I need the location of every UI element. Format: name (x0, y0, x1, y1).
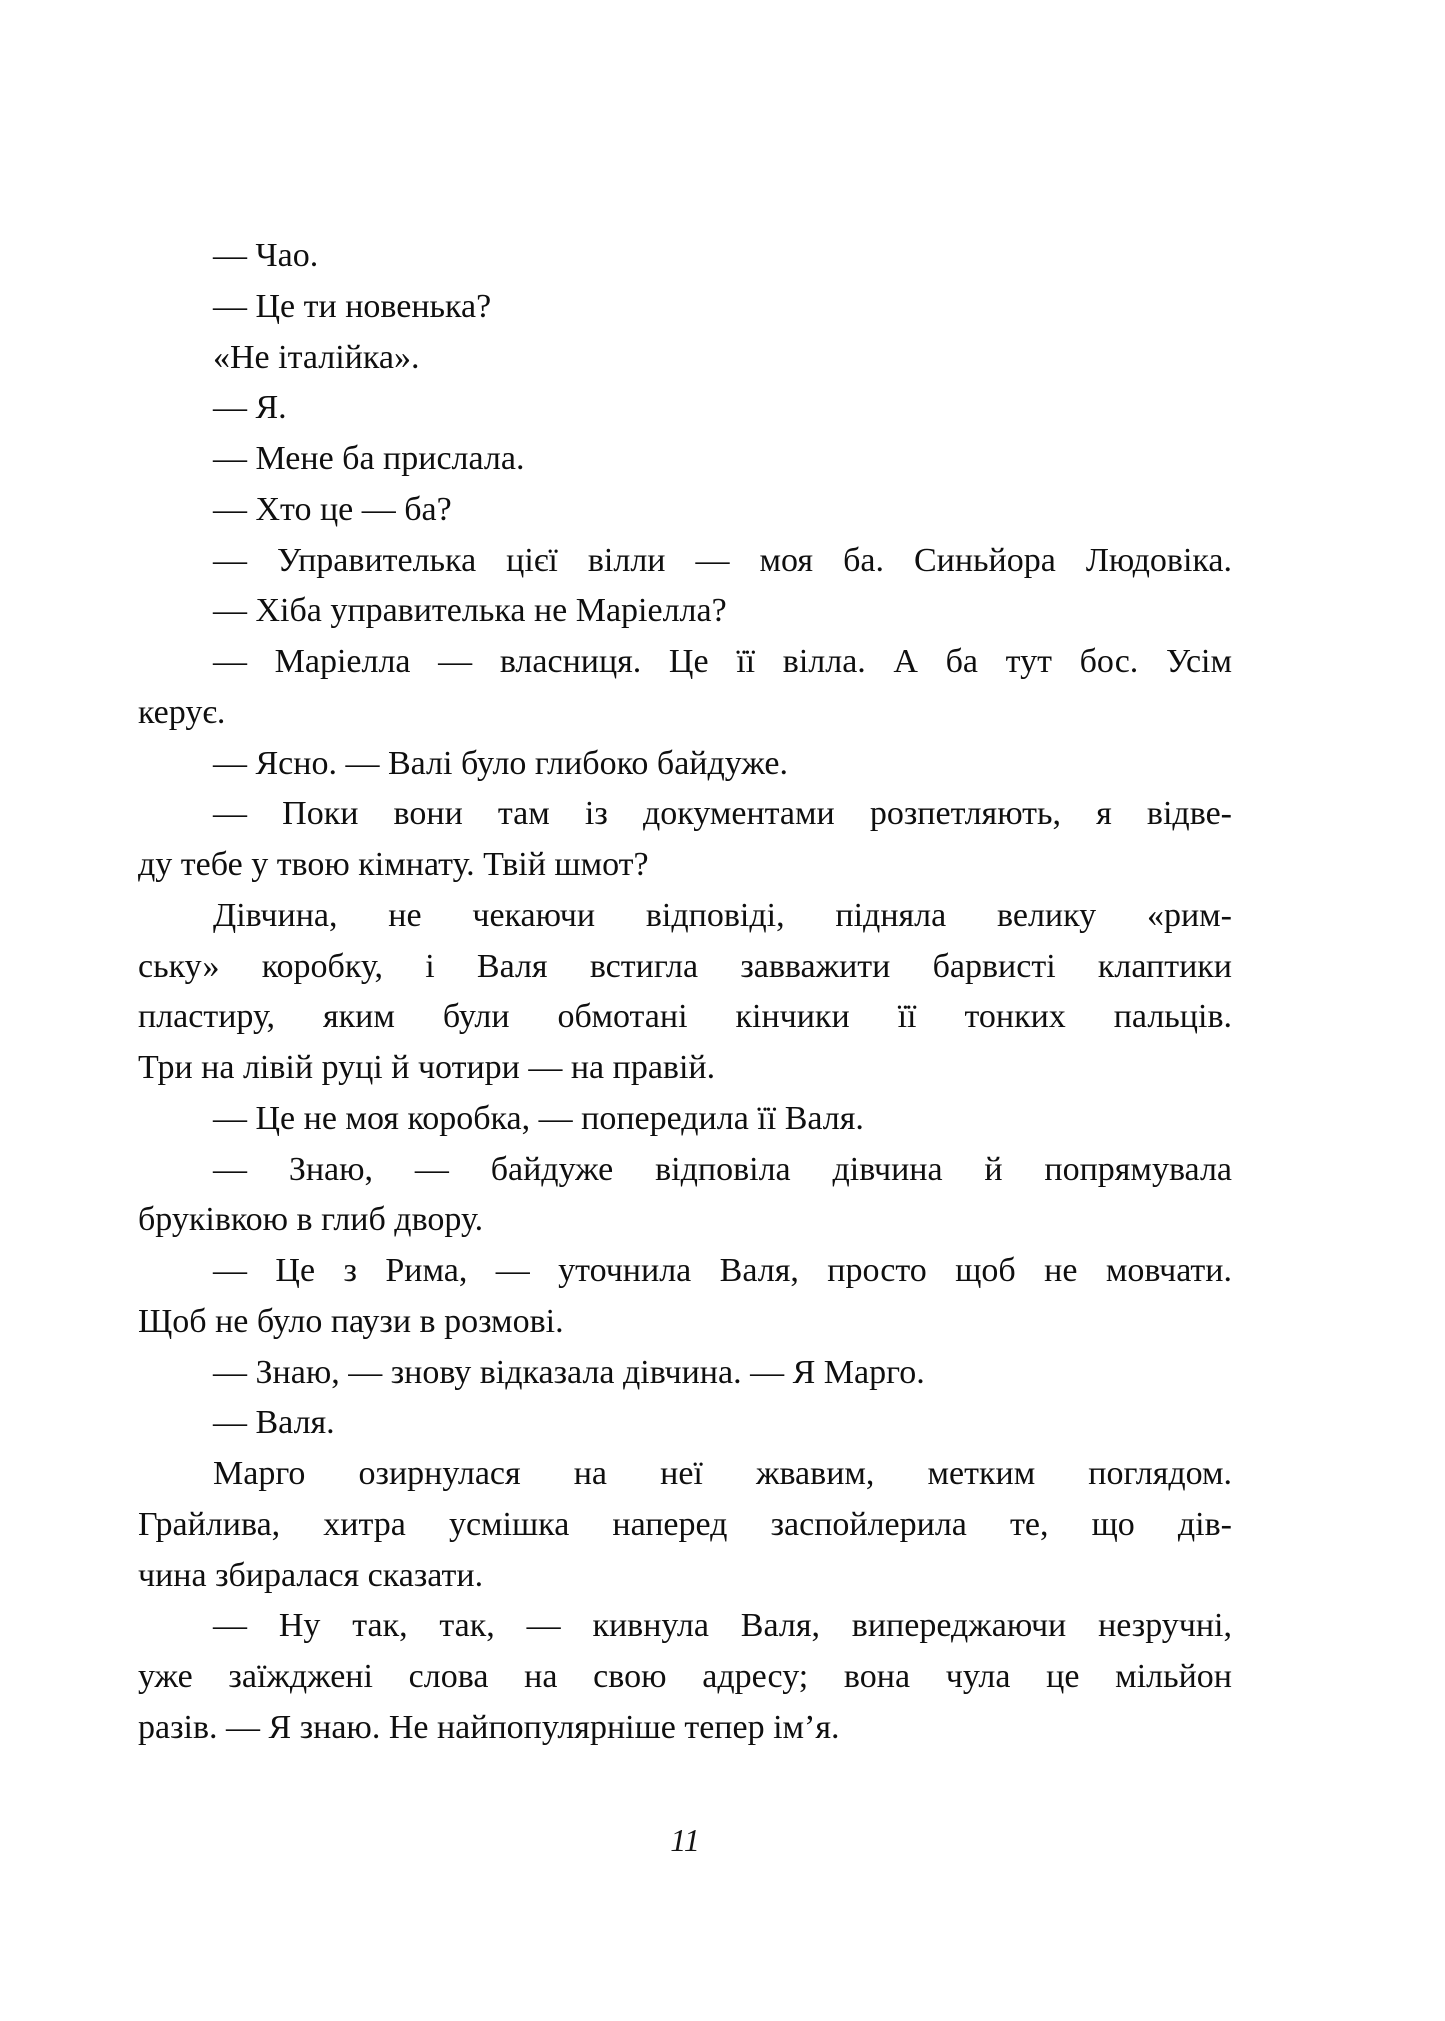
text-line: Щоб не було паузи в розмові. (138, 1302, 564, 1340)
text-line: разів. — Я знаю. Не найпопулярніше тепер ім’я. (138, 1708, 840, 1746)
text-line: Дівчина, не чекаючи відповіді, підняла велику «рим- (213, 896, 1232, 934)
text-line: — Ну так, так, — кивнула Валя, випереджаючи незручні, (213, 1607, 1232, 1645)
text-line: ду тебе у твою кімнату. Твій шмот? (138, 846, 649, 883)
text-line: — Я. (213, 389, 287, 427)
text-line: — Знаю, — байдуже відповіла дівчина й попрямувала (213, 1150, 1232, 1188)
text-line: — Маріелла — власниця. Це її вілла. А ба тут бос. Усім (213, 643, 1232, 680)
text-line: — Поки вони там із документами розпетляють, я відве- (213, 795, 1232, 833)
text-line: пластиру, яким були обмотані кінчики її тонких пальців. (138, 998, 1232, 1036)
text-line: Марго озирнулася на неї жвавим, метким поглядом. (213, 1455, 1232, 1492)
text-line: Грайлива, хитра усмішка наперед заспойлерила те, що дів- (138, 1505, 1232, 1543)
text-line: — Це з Рима, — уточнила Валя, просто щоб не мовчати. (213, 1252, 1232, 1289)
text-line: — Це не моя коробка, — попередила її Валя. (213, 1099, 864, 1137)
text-line: уже заїжджені слова на свою адресу; вона чула це мільйон (138, 1658, 1232, 1695)
text-line: «Не італійка». (213, 338, 420, 376)
page-number: 11 (670, 1822, 700, 1858)
text-line: — Чао. (213, 237, 319, 274)
text-line: — Знаю, — знову відказала дівчина. — Я Марго. (213, 1353, 925, 1391)
text-line: — Хіба управителька не Маріелла? (213, 592, 727, 630)
text-line: керує. (138, 693, 226, 731)
text-line: чина збиралася сказати. (138, 1556, 484, 1594)
text-line: — Ясно. — Валі було глибоко байдуже. (213, 744, 788, 782)
text-line: — Хто це — ба? (213, 490, 452, 528)
text-line: ську» коробку, і Валя встигла завважити барвисті клаптики (138, 947, 1232, 985)
text-line: — Це ти новенька? (213, 287, 492, 325)
text-line: — Управителька цієї вілли — моя ба. Синьйора Людовіка. (213, 541, 1232, 579)
body-text-block (138, 231, 1232, 1754)
text-line: — Валя. (213, 1404, 335, 1442)
text-line: — Мене ба прислала. (213, 440, 525, 477)
text-line: бруківкою в глиб двору. (138, 1201, 484, 1239)
text-line: Три на лівій руці й чотири — на правій. (138, 1049, 716, 1086)
